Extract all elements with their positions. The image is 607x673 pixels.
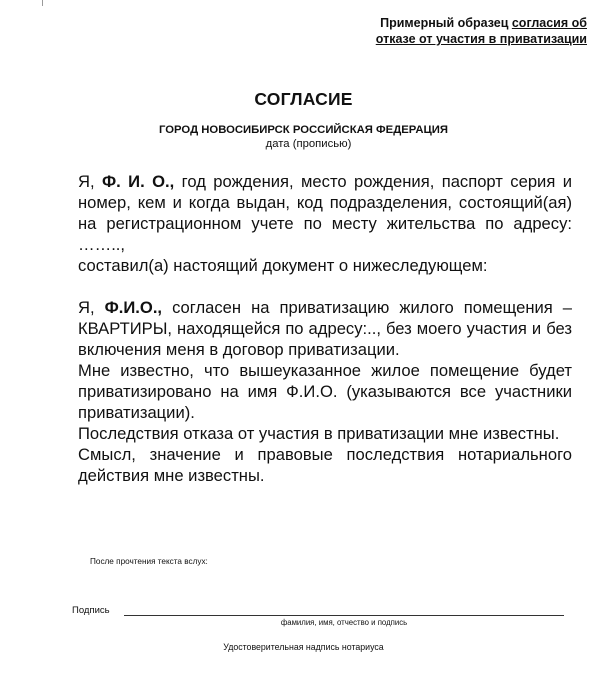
paragraph-consent-rest: согласен на приватизацию жилого помещения – КВАРТИРЫ, находящейся по адресу:.., без моего участия и без включения меня в договор приватизации. bbox=[78, 298, 572, 359]
paragraph-declarant-rest: год рождения, место рождения, паспорт серия и номер, кем и когда выдан, код подразделения, состоящий(ая) на регистрационном учете по месту жительства по адресу: …….., bbox=[78, 172, 572, 254]
document-city: ГОРОД НОВОСИБИРСК РОССИЙСКАЯ ФЕДЕРАЦИЯ bbox=[159, 124, 448, 136]
paragraph-consent-prefix: Я, bbox=[78, 298, 105, 317]
page-edge-mark bbox=[42, 0, 43, 6]
paragraph-declarant bbox=[78, 171, 572, 255]
sample-note-plain: Примерный образец bbox=[380, 16, 512, 30]
document-body bbox=[78, 171, 572, 486]
signature-label: Подпись bbox=[72, 605, 110, 616]
document-title: СОГЛАСИЕ bbox=[254, 89, 353, 109]
paragraph-intro: составил(а) настоящий документ о нижеследующем: bbox=[78, 256, 488, 275]
paragraph-gap bbox=[78, 276, 572, 297]
after-reading-label: После прочтения текста вслух: bbox=[90, 557, 208, 566]
paragraph-meaning: Смысл, значение и правовые последствия нотариального действия мне известны. bbox=[78, 445, 572, 485]
paragraph-consent bbox=[78, 297, 572, 360]
sample-note-underlined-2: отказе от участия в приватизации bbox=[375, 32, 587, 46]
signature-caption: фамилия, имя, отчество и подпись bbox=[280, 618, 408, 627]
declarant-name: Ф. И. О., bbox=[102, 172, 175, 191]
notary-inscription-label: Удостоверительная надпись нотариуса bbox=[223, 642, 384, 652]
consent-name: Ф.И.О., bbox=[104, 298, 163, 317]
paragraph-declarant-prefix: Я, bbox=[78, 172, 102, 191]
sample-note bbox=[347, 15, 587, 47]
paragraph-awareness: Мне известно, что вышеуказанное жилое помещение будет приватизировано на имя Ф.И.О. (указываются все участники приватизации). bbox=[78, 361, 572, 422]
signature-line bbox=[124, 615, 564, 616]
sample-note-underlined-1: согласия об bbox=[511, 16, 587, 30]
paragraph-consequences: Последствия отказа от участия в приватизации мне известны. bbox=[78, 424, 560, 443]
document-date: дата (прописью) bbox=[265, 138, 352, 150]
